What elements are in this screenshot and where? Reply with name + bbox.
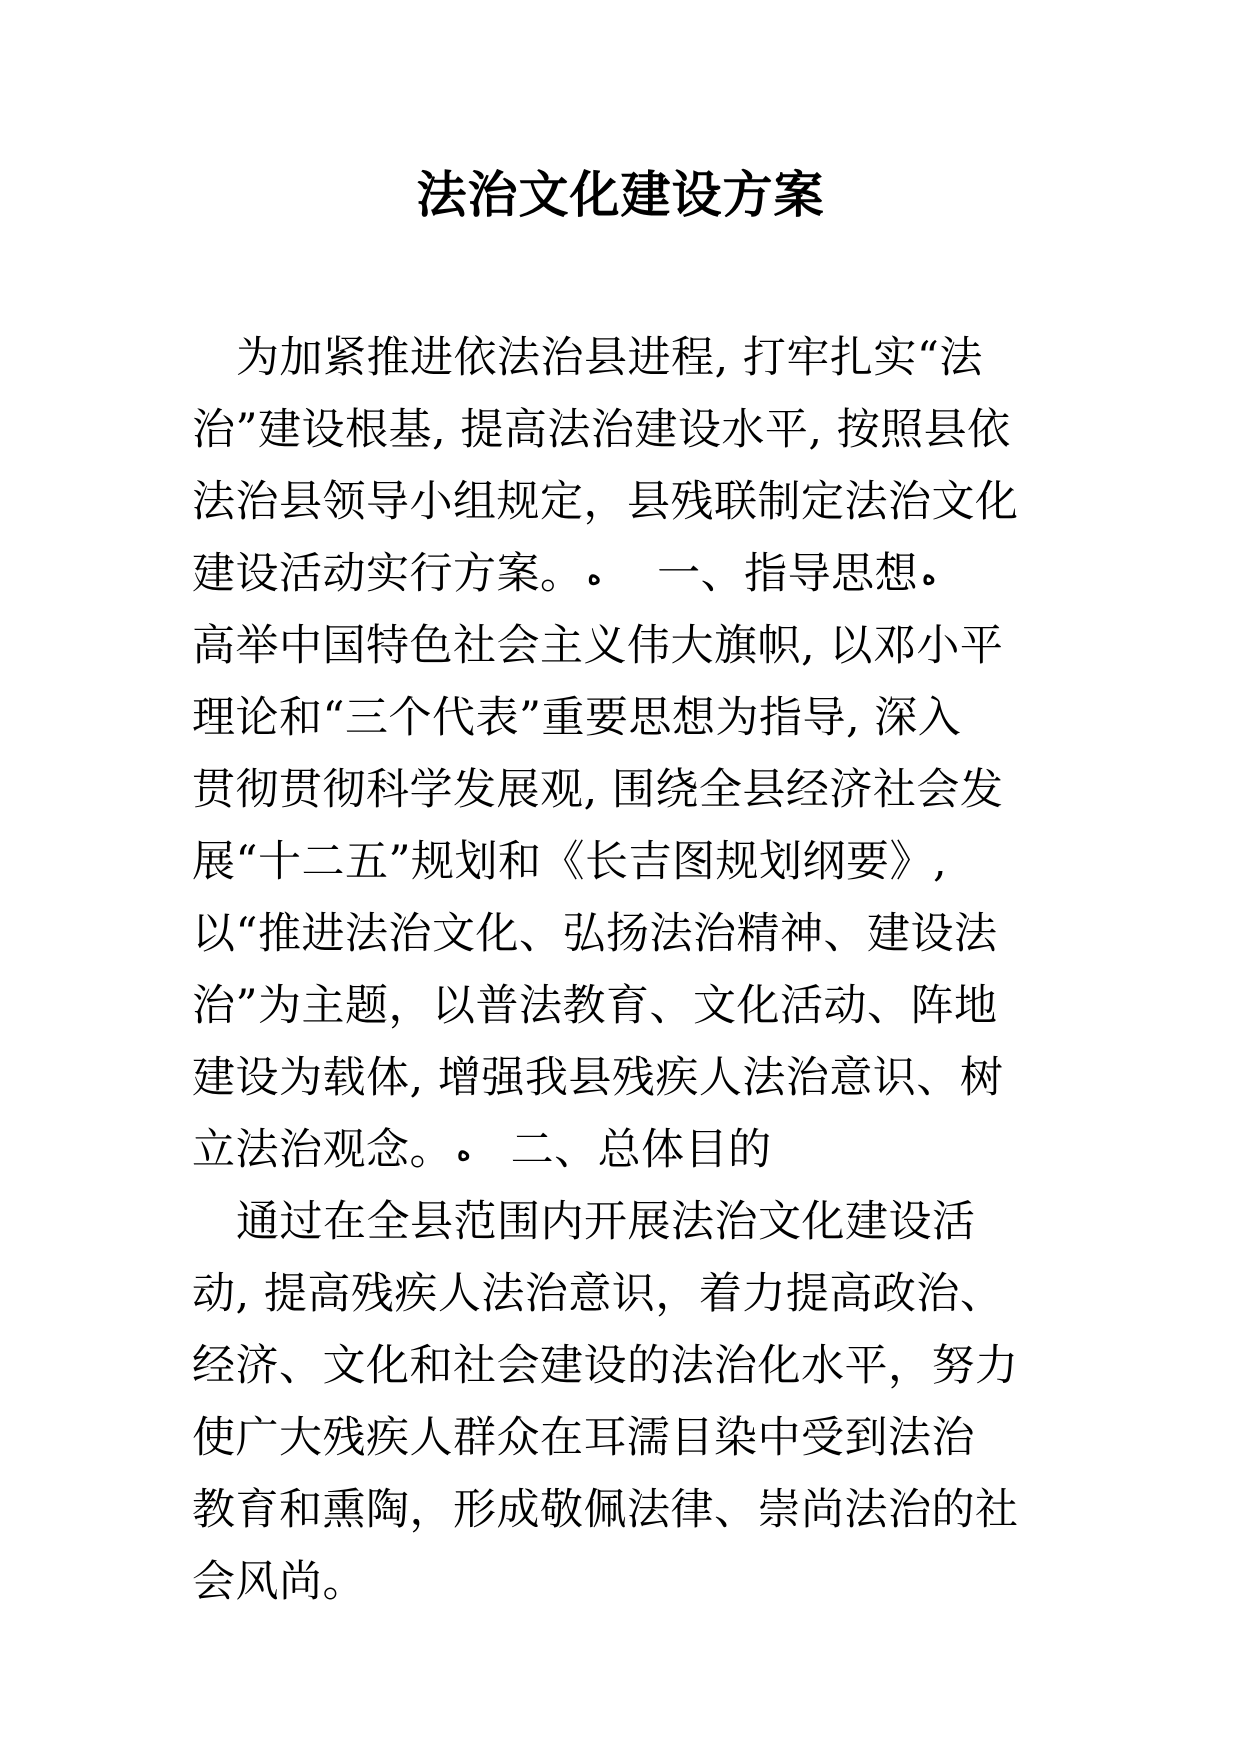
text-line (192, 1330, 1072, 1402)
section-heading: 一、指导思想 (657, 549, 919, 599)
line-text: 治”建设根基, 提高法治建设水平, 按照县依 (192, 405, 1011, 455)
text-line (192, 682, 1072, 754)
text-line (192, 754, 1072, 826)
line-text: 经济、文化和社会建设的法治化水平，努力 (192, 1341, 1019, 1391)
line-text: 为加紧推进依法治县进程, 打牢扎实“法 (236, 333, 983, 383)
document-title: 法治文化建设方案 (416, 165, 825, 224)
line-text: 通过在全县范围内开展法治文化建设活 (236, 1197, 976, 1247)
document-body (192, 322, 1072, 1618)
text-line (192, 394, 1072, 466)
line-text: 治”为主题，以普法教育、文化活动、阵地 (192, 981, 998, 1031)
line-text: 教育和熏陶，形成敬佩法律、崇尚法治的社 (192, 1485, 1019, 1535)
text-line (192, 610, 1072, 682)
text-line (192, 826, 1072, 898)
text-line (192, 466, 1072, 538)
text-line (192, 1114, 1072, 1186)
text-line (192, 538, 1072, 610)
line-text: 建设活动实行方案。 (192, 549, 584, 599)
line-text: 使广大残疾人群众在耳濡目染中受到法治 (192, 1413, 975, 1463)
line-text: 理论和“三个代表”重要思想为指导, 深入 (192, 693, 962, 743)
text-line (192, 1258, 1072, 1330)
paragraph-mark: ه (922, 561, 936, 591)
text-line (192, 1474, 1072, 1546)
line-text: 高举中国特色社会主义伟大旗帜, 以邓小平 (192, 621, 1004, 671)
paragraph-mark: ه (457, 1137, 471, 1167)
text-line (192, 1186, 1072, 1258)
text-line (192, 322, 1072, 394)
line-text: 会风尚。 (192, 1557, 366, 1607)
line-text: 贯彻贯彻科学发展观, 围绕全县经济社会发 (192, 765, 1004, 815)
line-text: 动, 提高残疾人法治意识，着力提高政治、 (192, 1269, 1004, 1319)
section-heading: 二、总体目的 (510, 1125, 772, 1175)
paragraph-mark: ه (587, 561, 602, 591)
text-line (192, 1402, 1072, 1474)
line-text: 法治县领导小组规定，县残联制定法治文化 (192, 477, 1019, 527)
text-line (192, 970, 1072, 1042)
line-text: 以“推进法治文化、弘扬法治精神、建设法 (192, 909, 998, 959)
line-text: 展“十二五”规划和《长吉图规划纲要》, (192, 837, 948, 887)
line-text: 建设为载体, 增强我县残疾人法治意识、树 (192, 1053, 1004, 1103)
text-line (192, 1042, 1072, 1114)
text-line (192, 898, 1072, 970)
text-line (192, 1546, 1072, 1618)
line-text: 立法治观念。 (192, 1125, 453, 1175)
